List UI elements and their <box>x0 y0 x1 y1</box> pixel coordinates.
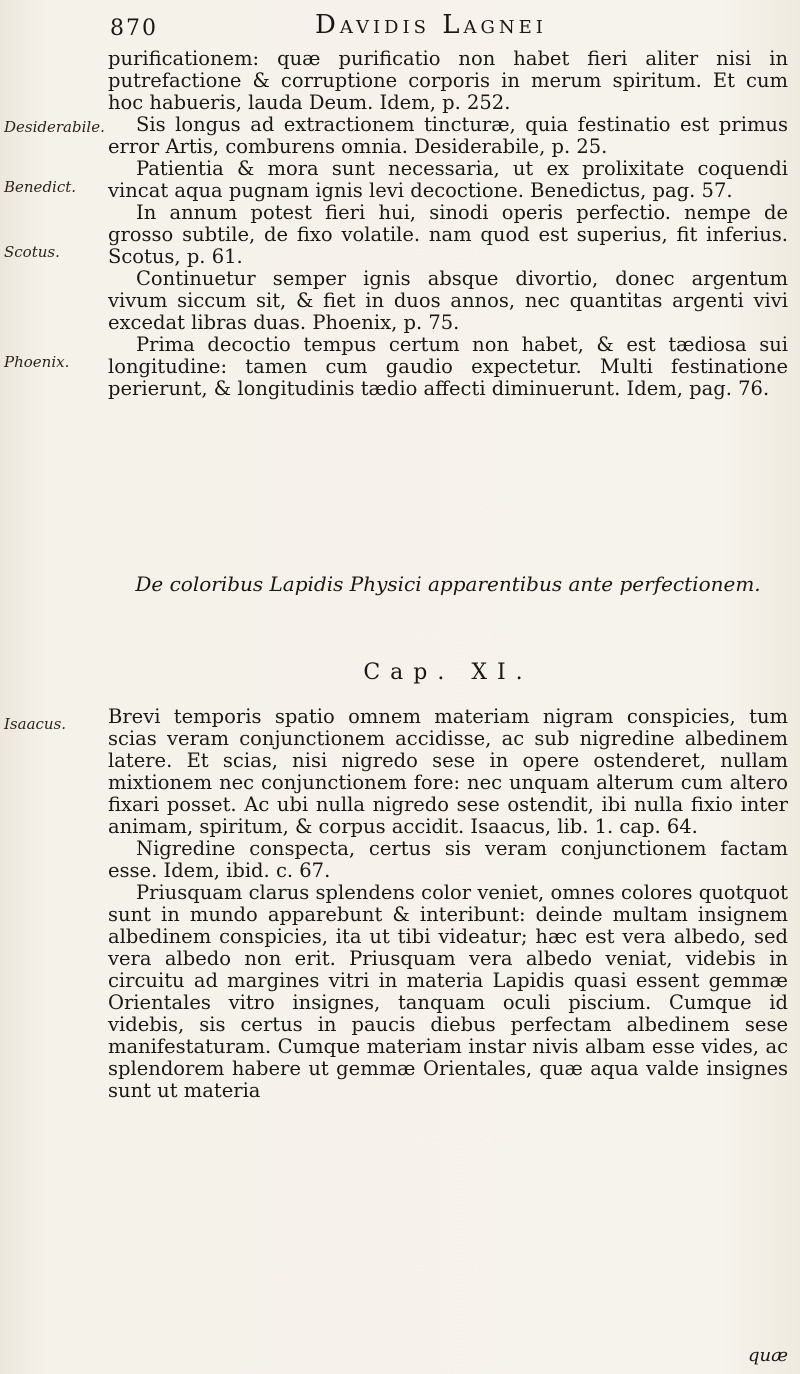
paragraph: Patientia & mora sunt necessaria, ut ex prolixitate coquendi vincat aqua pugnam ignis levi decoctione. Benedictus, pag. 57. <box>108 157 788 202</box>
text-block-1 <box>108 48 788 400</box>
first-paragraph: Brevi temporis spatio omnem materiam nigram conspicies, tum scias veram conjunctionem accidisse, ac sub nigredine albedinem latere. Et scias, nisi nigredo sese in opere ostenderet, nullam mixtionem nec conjunctionem fore: nec unquam alterum cum altero fixari posset. Ac ubi nulla nigredo sese ostendit, ibi nulla fixio inter animam, spiritum, & corpus accidit. Isaacus, lib. 1. cap. 64. <box>108 705 788 838</box>
paragraph: Sis longus ad extractionem tincturæ, quia festinatio est primus error Artis, comburens omnia. Desiderabile, p. 25. <box>108 113 788 158</box>
margin-note-benedictus: Benedict. <box>4 178 77 196</box>
running-title: Davidis Lagnei <box>315 10 547 40</box>
chapter-title: Cap. XI. <box>363 660 533 685</box>
paragraph: Prima decoctio tempus certum non habet, & est tædiosa sui longitudine: tamen cum gaudio expectetur. Multi festinatione perierunt, & longitudinis tædio affecti diminuerunt. Idem, pag. 76. <box>108 333 788 400</box>
paragraph: purificationem: quæ purificatio non habet fieri aliter nisi in putrefactione & corruptione corporis in merum spiritum. Et cum hoc habueris, lauda Deum. Idem, p. 252. <box>108 47 788 114</box>
margin-note-phoenix: Phoenix. <box>4 353 70 371</box>
section-heading: De coloribus Lapidis Physici apparentibus ante perfectionem. <box>135 572 761 596</box>
page-header <box>110 10 790 44</box>
margin-note-isaacus: Isaacus. <box>4 715 67 733</box>
paragraph: Priusquam clarus splendens color veniet, omnes colores quotquot sunt in mundo apparebunt & interibunt: deinde multam insignem albedinem conspicies, ita ut tibi videatur; hæc est vera albedo, sed vera albedo non erit. Priusquam vera albedo veniat, videbis in circuitu ad margines vitri in materia Lapidis quasi essent gemmæ Orientales vitro insignes, tanquam oculi piscium. Cumque id videbis, sis certus in paucis diebus perfectam albedinem sese manifestaturam. Cumque materiam instar nivis albam esse vides, ac splendorem habere ut gemmæ Orientales, quæ aqua valde insignes sunt ut materia <box>108 881 788 1102</box>
catchword: quæ <box>747 1345 788 1366</box>
paragraph: Nigredine conspecta, certus sis veram conjunctionem factam esse. Idem, ibid. c. 67. <box>108 837 788 882</box>
page-number: 870 <box>110 16 158 41</box>
text-block-2 <box>108 706 788 1102</box>
margin-note-scotus: Scotus. <box>4 243 60 261</box>
margin-note-desiderabile: Desiderabile. <box>4 118 105 136</box>
paragraph: Continuetur semper ignis absque divortio, donec argentum vivum siccum sit, & fiet in duos annos, nec quantitas argenti vivi excedat libras duas. Phoenix, p. 75. <box>108 267 788 334</box>
paragraph: In annum potest fieri hui, sinodi operis perfectio. nempe de grosso subtile, de fixo volatile. nam quod est superius, fit inferius. Scotus, p. 61. <box>108 201 788 268</box>
